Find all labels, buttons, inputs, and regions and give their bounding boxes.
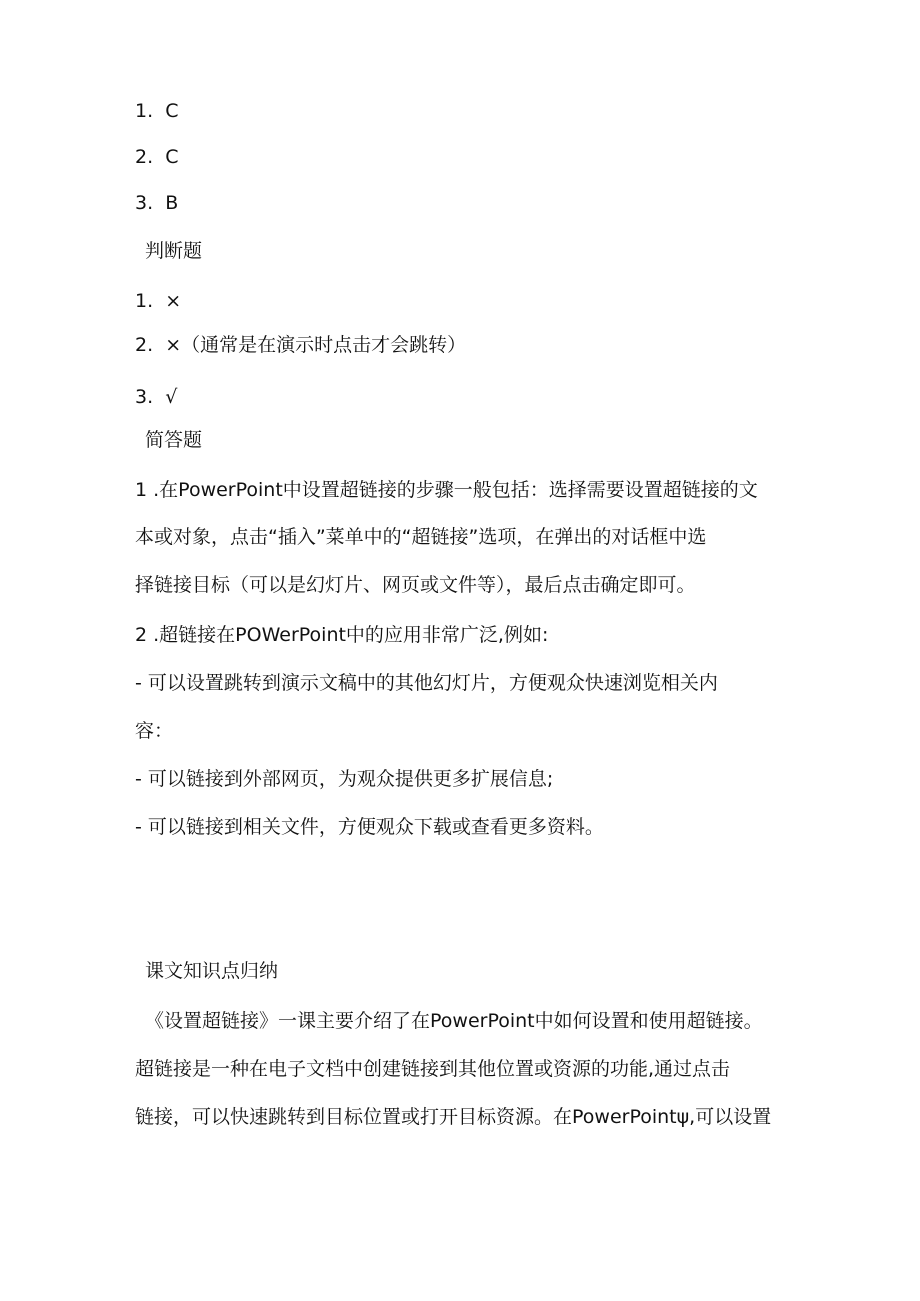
choice-answer-2 bbox=[135, 144, 179, 170]
short-answer-heading: 简答题 bbox=[145, 429, 203, 451]
answer-value: √ bbox=[165, 386, 178, 408]
short-answer-2-line-4: - 可以链接到外部网页，为观众提供更多扩展信息; bbox=[135, 768, 554, 790]
choice-answer-3 bbox=[135, 190, 178, 216]
answer-number: 2. bbox=[135, 334, 154, 356]
choice-answer-1 bbox=[135, 98, 179, 124]
answer-value: C bbox=[165, 100, 179, 122]
answer-value: B bbox=[165, 192, 179, 214]
short-answer-2-line-1: 2 .超链接在POWerPoint中的应用非常广泛,例如: bbox=[135, 624, 549, 646]
short-answer-1-line-2: 本或对象，点击“插入”菜单中的“超链接”选项，在弹出的对话框中选 bbox=[135, 526, 707, 548]
answer-value: C bbox=[165, 146, 179, 168]
answer-number: 1. bbox=[135, 100, 154, 122]
summary-line-1: 《设置超链接》一课主要介绍了在PowerPoint中如何设置和使用超链接。 bbox=[145, 1010, 763, 1032]
judge-heading: 判断题 bbox=[145, 240, 203, 262]
judge-answer-2 bbox=[135, 332, 466, 358]
summary-line-3: 链接，可以快速跳转到目标位置或打开目标资源。在PowerPointψ,可以设置 bbox=[135, 1106, 772, 1128]
short-answer-2-line-5: - 可以链接到相关文件，方便观众下载或查看更多资料。 bbox=[135, 816, 604, 838]
judge-answer-3 bbox=[135, 384, 177, 410]
answer-number: 3. bbox=[135, 192, 154, 214]
short-answer-1-line-3: 择链接目标（可以是幻灯片、网页或文件等），最后点击确定即可。 bbox=[135, 574, 696, 596]
answer-number: 3. bbox=[135, 386, 154, 408]
answer-value: ×（通常是在演示时点击才会跳转） bbox=[165, 334, 467, 356]
short-answer-2-line-3: 容： bbox=[135, 720, 174, 742]
short-answer-2-line-2: - 可以设置跳转到演示文稿中的其他幻灯片，方便观众快速浏览相关内 bbox=[135, 672, 718, 694]
answer-number: 2. bbox=[135, 146, 154, 168]
summary-heading: 课文知识点归纳 bbox=[145, 960, 279, 982]
short-answer-1-line-1: 1 .在PowerPoint中设置超链接的步骤一般包括：选择需要设置超链接的文 bbox=[135, 479, 758, 501]
judge-answer-1 bbox=[135, 288, 181, 314]
summary-line-2: 超链接是一种在电子文档中创建链接到其他位置或资源的功能,通过点击 bbox=[135, 1058, 731, 1080]
answer-number: 1. bbox=[135, 290, 154, 312]
answer-value: × bbox=[165, 290, 182, 312]
